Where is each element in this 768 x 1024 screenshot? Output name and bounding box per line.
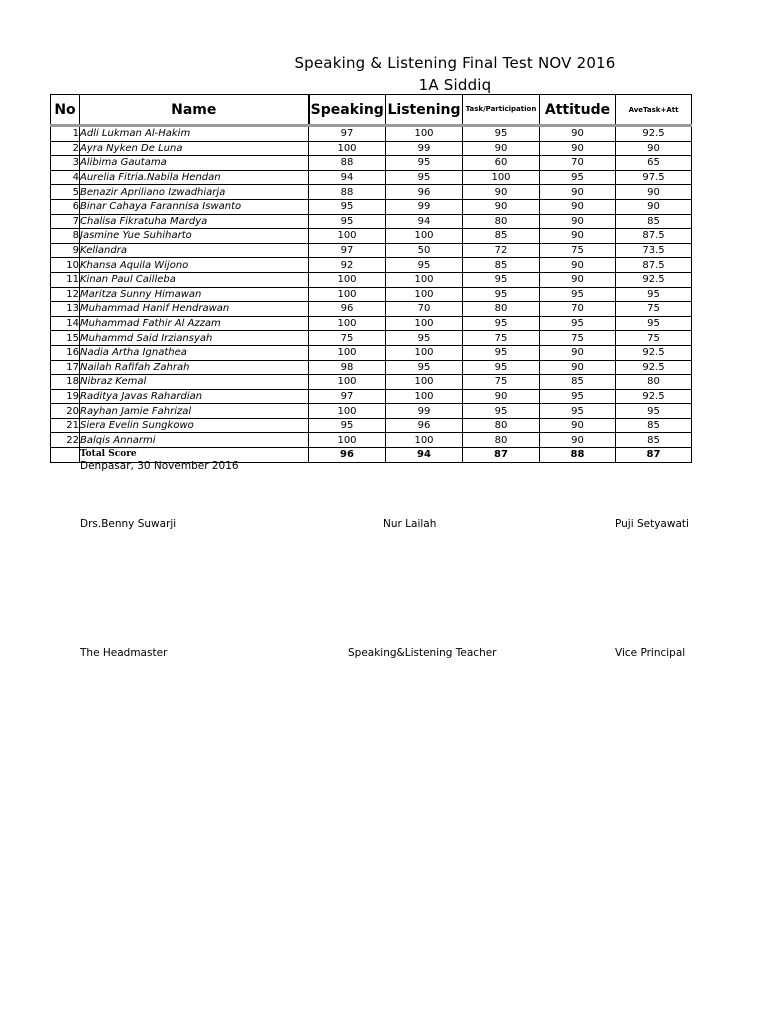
speaking-score: 95 — [309, 418, 386, 433]
speaking-score: 75 — [309, 331, 386, 346]
table-row — [51, 126, 692, 142]
task-score: 95 — [463, 126, 540, 142]
speaking-score: 96 — [309, 302, 386, 317]
speaking-score: 100 — [309, 375, 386, 390]
document-title — [200, 52, 710, 96]
row-number: 17 — [51, 360, 80, 375]
total-speaking: 96 — [309, 448, 386, 463]
task-score: 85 — [463, 258, 540, 273]
listening-score: 96 — [386, 185, 463, 200]
row-number: 10 — [51, 258, 80, 273]
table-row — [51, 185, 692, 200]
attitude-score: 90 — [540, 141, 616, 156]
table-row — [51, 404, 692, 419]
student-name: Kinan Paul Cailleba — [80, 272, 309, 287]
row-number: 6 — [51, 199, 80, 214]
attitude-score: 70 — [540, 156, 616, 171]
listening-score: 100 — [386, 389, 463, 404]
row-number: 18 — [51, 375, 80, 390]
header-listening: Listening — [386, 95, 463, 126]
student-name: Adli Lukman Al-Hakim — [80, 126, 309, 142]
table-row — [51, 331, 692, 346]
listening-score: 100 — [386, 345, 463, 360]
listening-score: 100 — [386, 287, 463, 302]
average-score: 90 — [616, 141, 692, 156]
listening-score: 100 — [386, 375, 463, 390]
header-no: No — [51, 95, 80, 126]
student-name: Nadia Artha Ignathea — [80, 345, 309, 360]
average-score: 95 — [616, 316, 692, 331]
row-number: 20 — [51, 404, 80, 419]
signature-name-headmaster: Drs.Benny Suwarji — [80, 518, 177, 530]
student-name: Muhammad Hanif Hendrawan — [80, 302, 309, 317]
task-score: 95 — [463, 404, 540, 419]
row-number: 19 — [51, 389, 80, 404]
speaking-score: 100 — [309, 345, 386, 360]
average-score: 92.5 — [616, 389, 692, 404]
task-score: 95 — [463, 345, 540, 360]
task-score: 75 — [463, 375, 540, 390]
total-attitude: 88 — [540, 448, 616, 463]
listening-score: 94 — [386, 214, 463, 229]
attitude-score: 85 — [540, 375, 616, 390]
student-name: Khansa Aquila Wijono — [80, 258, 309, 273]
task-score: 80 — [463, 214, 540, 229]
student-name: Muhammd Said Irziansyah — [80, 331, 309, 346]
speaking-score: 97 — [309, 126, 386, 142]
task-score: 85 — [463, 229, 540, 244]
table-row — [51, 272, 692, 287]
attitude-score: 75 — [540, 331, 616, 346]
score-table-body — [51, 126, 692, 463]
row-number: 13 — [51, 302, 80, 317]
listening-score: 100 — [386, 433, 463, 448]
header-speaking: Speaking — [309, 95, 386, 126]
row-number: 4 — [51, 170, 80, 185]
header-row — [51, 95, 692, 126]
attitude-score: 90 — [540, 199, 616, 214]
average-score: 85 — [616, 214, 692, 229]
total-task: 87 — [463, 448, 540, 463]
attitude-score: 90 — [540, 185, 616, 200]
attitude-score: 95 — [540, 287, 616, 302]
student-name: Chalisa Fikratuha Mardya — [80, 214, 309, 229]
average-score: 92.5 — [616, 360, 692, 375]
average-score: 95 — [616, 287, 692, 302]
total-listening: 94 — [386, 448, 463, 463]
table-row — [51, 141, 692, 156]
listening-score: 95 — [386, 331, 463, 346]
header-attitude: Attitude — [540, 95, 616, 126]
header-name: Name — [80, 95, 309, 126]
row-number: 8 — [51, 229, 80, 244]
table-row — [51, 170, 692, 185]
signature-role-vice-principal: Vice Principal — [615, 647, 686, 659]
row-number: 9 — [51, 243, 80, 258]
task-score: 95 — [463, 272, 540, 287]
speaking-score: 100 — [309, 141, 386, 156]
row-number: 5 — [51, 185, 80, 200]
task-score: 90 — [463, 389, 540, 404]
average-score: 92.5 — [616, 272, 692, 287]
attitude-score: 75 — [540, 243, 616, 258]
table-row — [51, 316, 692, 331]
average-score: 92.5 — [616, 345, 692, 360]
average-score: 85 — [616, 433, 692, 448]
student-name: Raditya Javas Rahardian — [80, 389, 309, 404]
attitude-score: 95 — [540, 170, 616, 185]
speaking-score: 100 — [309, 287, 386, 302]
student-name: Aurelia Fitria.Nabila Hendan — [80, 170, 309, 185]
speaking-score: 88 — [309, 185, 386, 200]
task-score: 80 — [463, 302, 540, 317]
attitude-score: 90 — [540, 418, 616, 433]
listening-score: 100 — [386, 316, 463, 331]
average-score: 73.5 — [616, 243, 692, 258]
average-score: 90 — [616, 185, 692, 200]
attitude-score: 90 — [540, 214, 616, 229]
table-row — [51, 243, 692, 258]
listening-score: 99 — [386, 199, 463, 214]
table-row — [51, 433, 692, 448]
row-number: 22 — [51, 433, 80, 448]
listening-score: 100 — [386, 229, 463, 244]
row-number: 21 — [51, 418, 80, 433]
student-name: Siera Evelin Sungkowo — [80, 418, 309, 433]
table-row — [51, 302, 692, 317]
task-score: 95 — [463, 316, 540, 331]
average-score: 75 — [616, 302, 692, 317]
average-score: 97.5 — [616, 170, 692, 185]
signature-name-vice-principal: Puji Setyawati — [615, 518, 689, 530]
student-name: Binar Cahaya Farannisa Iswanto — [80, 199, 309, 214]
student-name: Balqis Annarmi — [80, 433, 309, 448]
student-name: Benazir Apriliano Izwadhiarja — [80, 185, 309, 200]
attitude-score: 90 — [540, 345, 616, 360]
listening-score: 95 — [386, 170, 463, 185]
listening-score: 95 — [386, 156, 463, 171]
row-number: 14 — [51, 316, 80, 331]
row-number: 7 — [51, 214, 80, 229]
speaking-score: 100 — [309, 272, 386, 287]
attitude-score: 90 — [540, 360, 616, 375]
row-number: 15 — [51, 331, 80, 346]
attitude-score: 90 — [540, 272, 616, 287]
listening-score: 95 — [386, 360, 463, 375]
place-date: Denpasar, 30 November 2016 — [80, 460, 239, 472]
student-name: Muhammad Fathir Al Azzam — [80, 316, 309, 331]
table-row — [51, 258, 692, 273]
signature-name-teacher: Nur Lailah — [383, 518, 437, 530]
row-number: 12 — [51, 287, 80, 302]
title-line-1: Speaking & Listening Final Test NOV 2016 — [294, 54, 616, 72]
average-score: 87.5 — [616, 258, 692, 273]
signature-role-teacher: Speaking&Listening Teacher — [348, 647, 497, 659]
task-score: 90 — [463, 199, 540, 214]
header-ave: AveTask+Att — [616, 95, 692, 126]
table-row — [51, 229, 692, 244]
task-score: 75 — [463, 331, 540, 346]
average-score: 65 — [616, 156, 692, 171]
attitude-score: 90 — [540, 229, 616, 244]
table-row — [51, 389, 692, 404]
table-row — [51, 287, 692, 302]
task-score: 60 — [463, 156, 540, 171]
row-number: 2 — [51, 141, 80, 156]
row-number: 3 — [51, 156, 80, 171]
speaking-score: 95 — [309, 214, 386, 229]
student-name: Alibima Gautama — [80, 156, 309, 171]
student-name: Maritza Sunny Himawan — [80, 287, 309, 302]
attitude-score: 70 — [540, 302, 616, 317]
attitude-score: 95 — [540, 404, 616, 419]
table-row — [51, 199, 692, 214]
listening-score: 100 — [386, 272, 463, 287]
row-number: 1 — [51, 126, 80, 142]
speaking-score: 92 — [309, 258, 386, 273]
student-name: Nibraz Kemal — [80, 375, 309, 390]
row-number: 16 — [51, 345, 80, 360]
student-name: Rayhan Jamie Fahrizal — [80, 404, 309, 419]
task-score: 80 — [463, 418, 540, 433]
average-score: 87.5 — [616, 229, 692, 244]
listening-score: 99 — [386, 404, 463, 419]
attitude-score: 95 — [540, 316, 616, 331]
student-name: Ayra Nyken De Luna — [80, 141, 309, 156]
table-row — [51, 345, 692, 360]
table-row — [51, 418, 692, 433]
student-name: Nailah Rafifah Zahrah — [80, 360, 309, 375]
row-number: 11 — [51, 272, 80, 287]
task-score: 100 — [463, 170, 540, 185]
signature-role-headmaster: The Headmaster — [80, 647, 168, 659]
speaking-score: 98 — [309, 360, 386, 375]
average-score: 85 — [616, 418, 692, 433]
task-score: 90 — [463, 141, 540, 156]
speaking-score: 100 — [309, 229, 386, 244]
average-score: 92.5 — [616, 126, 692, 142]
title-line-2: 1A Siddiq — [418, 76, 492, 94]
listening-score: 100 — [386, 126, 463, 142]
task-score: 90 — [463, 185, 540, 200]
attitude-score: 95 — [540, 389, 616, 404]
header-task: Task/Participation — [463, 95, 540, 126]
speaking-score: 94 — [309, 170, 386, 185]
average-score: 95 — [616, 404, 692, 419]
speaking-score: 95 — [309, 199, 386, 214]
speaking-score: 100 — [309, 316, 386, 331]
average-score: 90 — [616, 199, 692, 214]
total-label: Total Score — [80, 448, 309, 463]
speaking-score: 100 — [309, 404, 386, 419]
task-score: 95 — [463, 287, 540, 302]
table-row — [51, 156, 692, 171]
average-score: 75 — [616, 331, 692, 346]
listening-score: 96 — [386, 418, 463, 433]
table-row — [51, 214, 692, 229]
score-table — [50, 94, 692, 463]
attitude-score: 90 — [540, 433, 616, 448]
task-score: 80 — [463, 433, 540, 448]
average-score: 80 — [616, 375, 692, 390]
listening-score: 99 — [386, 141, 463, 156]
listening-score: 95 — [386, 258, 463, 273]
speaking-score: 97 — [309, 243, 386, 258]
task-score: 95 — [463, 360, 540, 375]
attitude-score: 90 — [540, 126, 616, 142]
table-row — [51, 375, 692, 390]
student-name: Jasmine Yue Suhiharto — [80, 229, 309, 244]
listening-score: 50 — [386, 243, 463, 258]
attitude-score: 90 — [540, 258, 616, 273]
listening-score: 70 — [386, 302, 463, 317]
table-row — [51, 360, 692, 375]
student-name: Kellandra — [80, 243, 309, 258]
speaking-score: 100 — [309, 433, 386, 448]
total-blank-cell — [51, 448, 80, 463]
task-score: 72 — [463, 243, 540, 258]
total-average: 87 — [616, 448, 692, 463]
speaking-score: 88 — [309, 156, 386, 171]
speaking-score: 97 — [309, 389, 386, 404]
